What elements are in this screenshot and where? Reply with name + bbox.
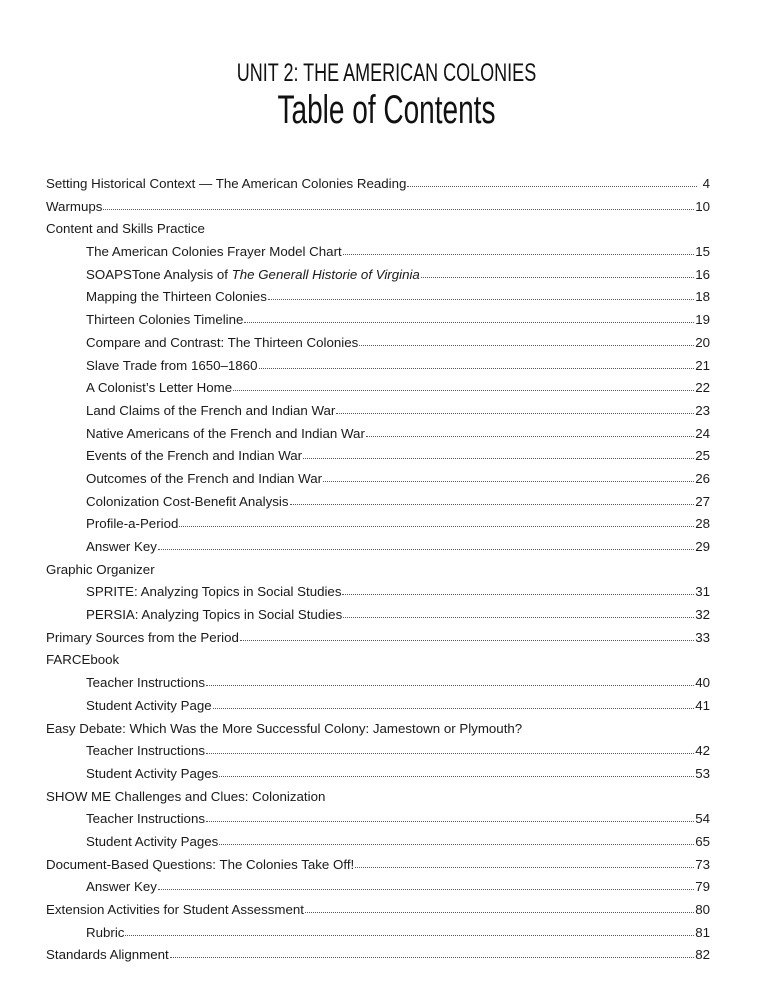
toc-entry[interactable] bbox=[46, 448, 710, 471]
toc-entry-label: Compare and Contrast: The Thirteen Colonies bbox=[86, 334, 359, 350]
toc-entry[interactable] bbox=[46, 380, 710, 403]
toc-entry[interactable] bbox=[46, 426, 710, 449]
toc-section-heading bbox=[46, 221, 710, 244]
toc-entry[interactable] bbox=[46, 312, 710, 335]
toc-entry-label: Teacher Instructions bbox=[86, 743, 205, 759]
toc-page-number: 82 bbox=[695, 947, 710, 963]
toc-page-number: 27 bbox=[695, 493, 710, 509]
page-header bbox=[0, 58, 773, 132]
toc-page-number: 41 bbox=[695, 697, 710, 713]
toc-section-heading bbox=[46, 652, 710, 675]
toc-entry[interactable] bbox=[46, 675, 710, 698]
toc-page-number: 16 bbox=[695, 266, 710, 282]
toc-entry[interactable] bbox=[46, 584, 710, 607]
dot-leader bbox=[244, 312, 694, 323]
toc-entry-label: Document-Based Questions: The Colonies Take Off! bbox=[46, 856, 355, 872]
toc-entry-label: SPRITE: Analyzing Topics in Social Studies bbox=[86, 584, 342, 600]
toc-entry-label: Primary Sources from the Period bbox=[46, 629, 239, 645]
toc-entry-label: Setting Historical Context — The American Colonies Reading bbox=[46, 176, 407, 191]
dot-leader bbox=[125, 925, 694, 936]
toc-entry-label: Student Activity Pages bbox=[86, 833, 219, 849]
toc-entry[interactable] bbox=[46, 244, 710, 267]
dot-leader bbox=[342, 584, 694, 595]
toc-entry-label-prefix: SOAPSTone Analysis of bbox=[86, 266, 232, 282]
toc-page-number: 22 bbox=[695, 380, 710, 396]
toc-entry-label: Content and Skills Practice bbox=[46, 221, 205, 237]
toc-entry-label: SHOW ME Challenges and Clues: Colonization bbox=[46, 788, 326, 804]
toc-page-number: 54 bbox=[695, 811, 710, 827]
toc-page-number: 79 bbox=[695, 879, 710, 895]
toc-page-number: 53 bbox=[695, 765, 710, 781]
dot-leader bbox=[355, 857, 694, 868]
toc-entry[interactable] bbox=[46, 743, 710, 766]
toc-entry-label: Profile-a-Period bbox=[86, 516, 179, 532]
toc-page-number: 40 bbox=[695, 675, 710, 691]
toc-entry-label: Slave Trade from 1650–1860 bbox=[86, 357, 258, 373]
dot-leader bbox=[179, 516, 694, 527]
toc-entry[interactable] bbox=[46, 811, 710, 834]
toc-entry-label: PERSIA: Analyzing Topics in Social Studies bbox=[86, 607, 343, 623]
dot-leader bbox=[233, 380, 694, 391]
toc-entry-label: Graphic Organizer bbox=[46, 561, 155, 577]
toc-section-heading bbox=[46, 789, 710, 812]
toc-entry[interactable] bbox=[46, 902, 710, 925]
dot-leader bbox=[421, 267, 694, 278]
toc-page-number: 20 bbox=[695, 334, 710, 350]
toc-page-number: 25 bbox=[695, 448, 710, 464]
toc-page-number: 21 bbox=[695, 357, 710, 373]
toc-page-number: 29 bbox=[695, 539, 710, 554]
dot-leader bbox=[359, 335, 694, 346]
dot-leader bbox=[206, 811, 694, 822]
toc-entry[interactable] bbox=[46, 335, 710, 358]
toc-entry-label: Teacher Instructions bbox=[86, 675, 205, 691]
dot-leader bbox=[303, 448, 694, 459]
toc-page-number: 42 bbox=[695, 743, 710, 759]
dot-leader bbox=[219, 766, 694, 777]
toc-entry-label: Colonization Cost-Benefit Analysis bbox=[86, 493, 289, 509]
toc-page-number: 65 bbox=[695, 833, 710, 849]
toc-page-number: 4 bbox=[702, 176, 710, 191]
toc-entry-label bbox=[86, 267, 420, 282]
dot-leader bbox=[103, 199, 694, 210]
dot-leader bbox=[407, 176, 697, 187]
page-title: Table of Contents bbox=[277, 88, 496, 132]
toc-entry-label: Teacher Instructions bbox=[86, 811, 205, 827]
toc-entry[interactable] bbox=[46, 925, 710, 948]
toc-entry-label: Thirteen Colonies Timeline bbox=[86, 312, 244, 328]
toc-entry[interactable] bbox=[46, 176, 710, 199]
toc-entry-label: FARCEbook bbox=[46, 652, 120, 668]
toc-entry[interactable] bbox=[46, 630, 710, 653]
dot-leader bbox=[206, 743, 694, 754]
dot-leader bbox=[170, 947, 694, 958]
dot-leader bbox=[158, 879, 694, 890]
toc-entry[interactable] bbox=[46, 766, 710, 789]
toc-entry[interactable] bbox=[46, 358, 710, 381]
toc-page-number: 18 bbox=[695, 289, 710, 305]
toc-page-number: 73 bbox=[695, 856, 710, 872]
toc-page-number: 10 bbox=[695, 198, 710, 214]
dot-leader bbox=[336, 403, 694, 414]
toc-entry[interactable] bbox=[46, 403, 710, 426]
unit-title: UNIT 2: THE AMERICAN COLONIES bbox=[236, 59, 537, 87]
toc-page-number: 80 bbox=[695, 902, 710, 917]
toc-entry-label: Student Activity Pages bbox=[86, 765, 219, 781]
toc-entry-label: Native Americans of the French and Indian War bbox=[86, 425, 365, 441]
toc-entry-label: Extension Activities for Student Assessment bbox=[46, 902, 304, 917]
toc-entry[interactable] bbox=[46, 857, 710, 880]
table-of-contents bbox=[46, 176, 710, 970]
dot-leader bbox=[268, 289, 694, 300]
toc-page-number: 24 bbox=[695, 425, 710, 441]
toc-page-number: 28 bbox=[695, 516, 710, 532]
toc-entry[interactable] bbox=[46, 494, 710, 517]
toc-section-heading bbox=[46, 721, 710, 744]
toc-page-number: 81 bbox=[695, 924, 710, 940]
dot-leader bbox=[343, 244, 695, 255]
dot-leader bbox=[219, 834, 694, 845]
toc-entry-label: Outcomes of the French and Indian War bbox=[86, 470, 323, 486]
dot-leader bbox=[158, 539, 694, 550]
toc-page-number: 31 bbox=[695, 584, 710, 600]
toc-page-number: 26 bbox=[695, 470, 710, 486]
toc-entry[interactable] bbox=[46, 698, 710, 721]
toc-entry-label: The American Colonies Frayer Model Chart bbox=[86, 244, 342, 260]
dot-leader bbox=[366, 426, 694, 437]
dot-leader bbox=[213, 698, 695, 709]
toc-section-heading bbox=[46, 562, 710, 585]
toc-entry-label: Events of the French and Indian War bbox=[86, 448, 303, 464]
toc-page-number: 32 bbox=[695, 607, 710, 623]
toc-page-number: 23 bbox=[695, 402, 710, 418]
dot-leader bbox=[343, 607, 694, 618]
toc-entry-label: Answer Key bbox=[86, 879, 157, 895]
toc-entry-label: Rubric bbox=[86, 924, 125, 940]
dot-leader bbox=[305, 902, 694, 913]
toc-entry-label: Standards Alignment bbox=[46, 947, 169, 963]
toc-entry[interactable] bbox=[46, 289, 710, 312]
dot-leader bbox=[240, 630, 694, 641]
toc-entry[interactable] bbox=[46, 879, 710, 902]
dot-leader bbox=[290, 494, 695, 505]
toc-entry[interactable] bbox=[46, 199, 710, 222]
toc-entry[interactable] bbox=[46, 947, 710, 970]
toc-page-number: 19 bbox=[695, 312, 710, 328]
toc-entry-label-italic: The Generall Historie of Virginia bbox=[231, 266, 420, 282]
toc-entry[interactable] bbox=[46, 539, 710, 562]
toc-entry[interactable] bbox=[46, 834, 710, 857]
toc-entry-label: Warmups bbox=[46, 198, 103, 214]
toc-entry-label: Student Activity Page bbox=[86, 697, 212, 713]
toc-entry[interactable] bbox=[46, 267, 710, 290]
dot-leader bbox=[259, 358, 695, 369]
toc-entry-label: A Colonist’s Letter Home bbox=[86, 380, 233, 396]
toc-entry[interactable] bbox=[46, 471, 710, 494]
toc-entry[interactable] bbox=[46, 516, 710, 539]
toc-page-number: 33 bbox=[695, 629, 710, 645]
toc-entry[interactable] bbox=[46, 607, 710, 630]
dot-leader bbox=[323, 471, 694, 482]
toc-entry-label: Land Claims of the French and Indian War bbox=[86, 402, 336, 418]
dot-leader bbox=[206, 675, 694, 686]
toc-page-number: 15 bbox=[695, 244, 710, 260]
toc-entry-label: Answer Key bbox=[86, 539, 157, 554]
toc-entry-label: Mapping the Thirteen Colonies bbox=[86, 289, 267, 305]
toc-entry-label: Easy Debate: Which Was the More Successful Colony: Jamestown or Plymouth? bbox=[46, 720, 523, 736]
